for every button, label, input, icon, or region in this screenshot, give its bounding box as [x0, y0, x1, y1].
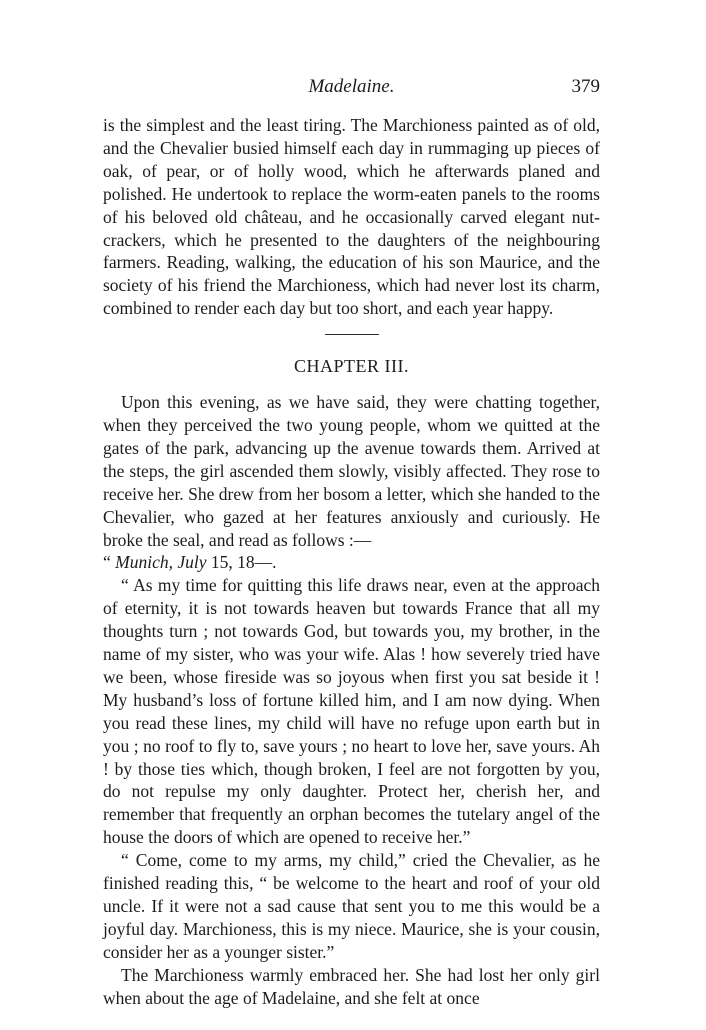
- page-header: [103, 76, 600, 102]
- paragraph-continued: is the simplest and the least tiring. The Marchioness painted as of old, and the Chevalier busied himself each day in rummaging up pieces of oak, of pear, or of holly wood, which he afterwards planed and polished. He undertook to replace the worm-eaten panels to the rooms of his beloved old château, and he occasionally carved elegant nut-crackers, which he presented to the daughters of the neighbouring farmers. Reading, walking, the education of his son Maurice, and the society of his friend the Marchioness, which had never lost its charm, combined to render each day but too short, and each year happy.: [103, 115, 600, 319]
- dateline-date: 15, 18—.: [206, 552, 277, 573]
- paragraph-evening: Upon this evening, as we have said, they were chatting together, when they perceived the two young people, whom we quitted at the gates of the park, advancing up the avenue towards them. Arrived at the steps, the girl ascended them slowly, visibly affected. They rose to receive her. She drew from her bosom a letter, which she handed to the Chevalier, who gazed at her features anxiously and curiously. He broke the seal, and read as follows :—: [103, 392, 600, 550]
- paragraph-letter: “ As my time for quitting this life draws near, even at the approach of eternity, it is not towards heaven but towards France that all my thoughts turn ; not towards God, but towards you, my brother, in the name of my sister, who was your wife. Alas ! how severely tried have we been, whose fireside was so joyous when first you sat beside it ! My husband’s loss of fortune killed him, and I am now dying. When you read these lines, my child will have no refuge upon earth but in you ; no roof to fly to, save yours ; no heart to love her, save yours. Ah ! by those ties which, though broken, I feel are not forgotten by you, do not repulse my only daughter. Protect her, cherish her, and remember that frequently an orphan becomes the tutelary angel of the house the doors of which are opened to receive her.”: [103, 575, 600, 848]
- page-number: 379: [571, 76, 600, 97]
- running-title: Madelaine.: [308, 76, 395, 97]
- page-body: [103, 114, 600, 1010]
- paragraph-chevalier: “ Come, come to my arms, my child,” cried the Chevalier, as he finished reading this, “ be welcome to the heart and roof of your old uncle. If it were not a sad cause that sent you to me this would be a joyful day. Marchioness, this is my niece. Maurice, she is your cousin, consider her as a younger sister.”: [103, 850, 600, 962]
- dateline-place: Munich, July: [115, 552, 207, 573]
- letter-dateline: [103, 551, 600, 574]
- chapter-heading: CHAPTER III.: [294, 356, 409, 377]
- dateline-quote: “: [103, 552, 116, 573]
- section-divider: [325, 334, 379, 335]
- paragraph-marchioness: The Marchioness warmly embraced her. She had lost her only girl when about the age of Madelaine, and she felt at once: [103, 964, 600, 1008]
